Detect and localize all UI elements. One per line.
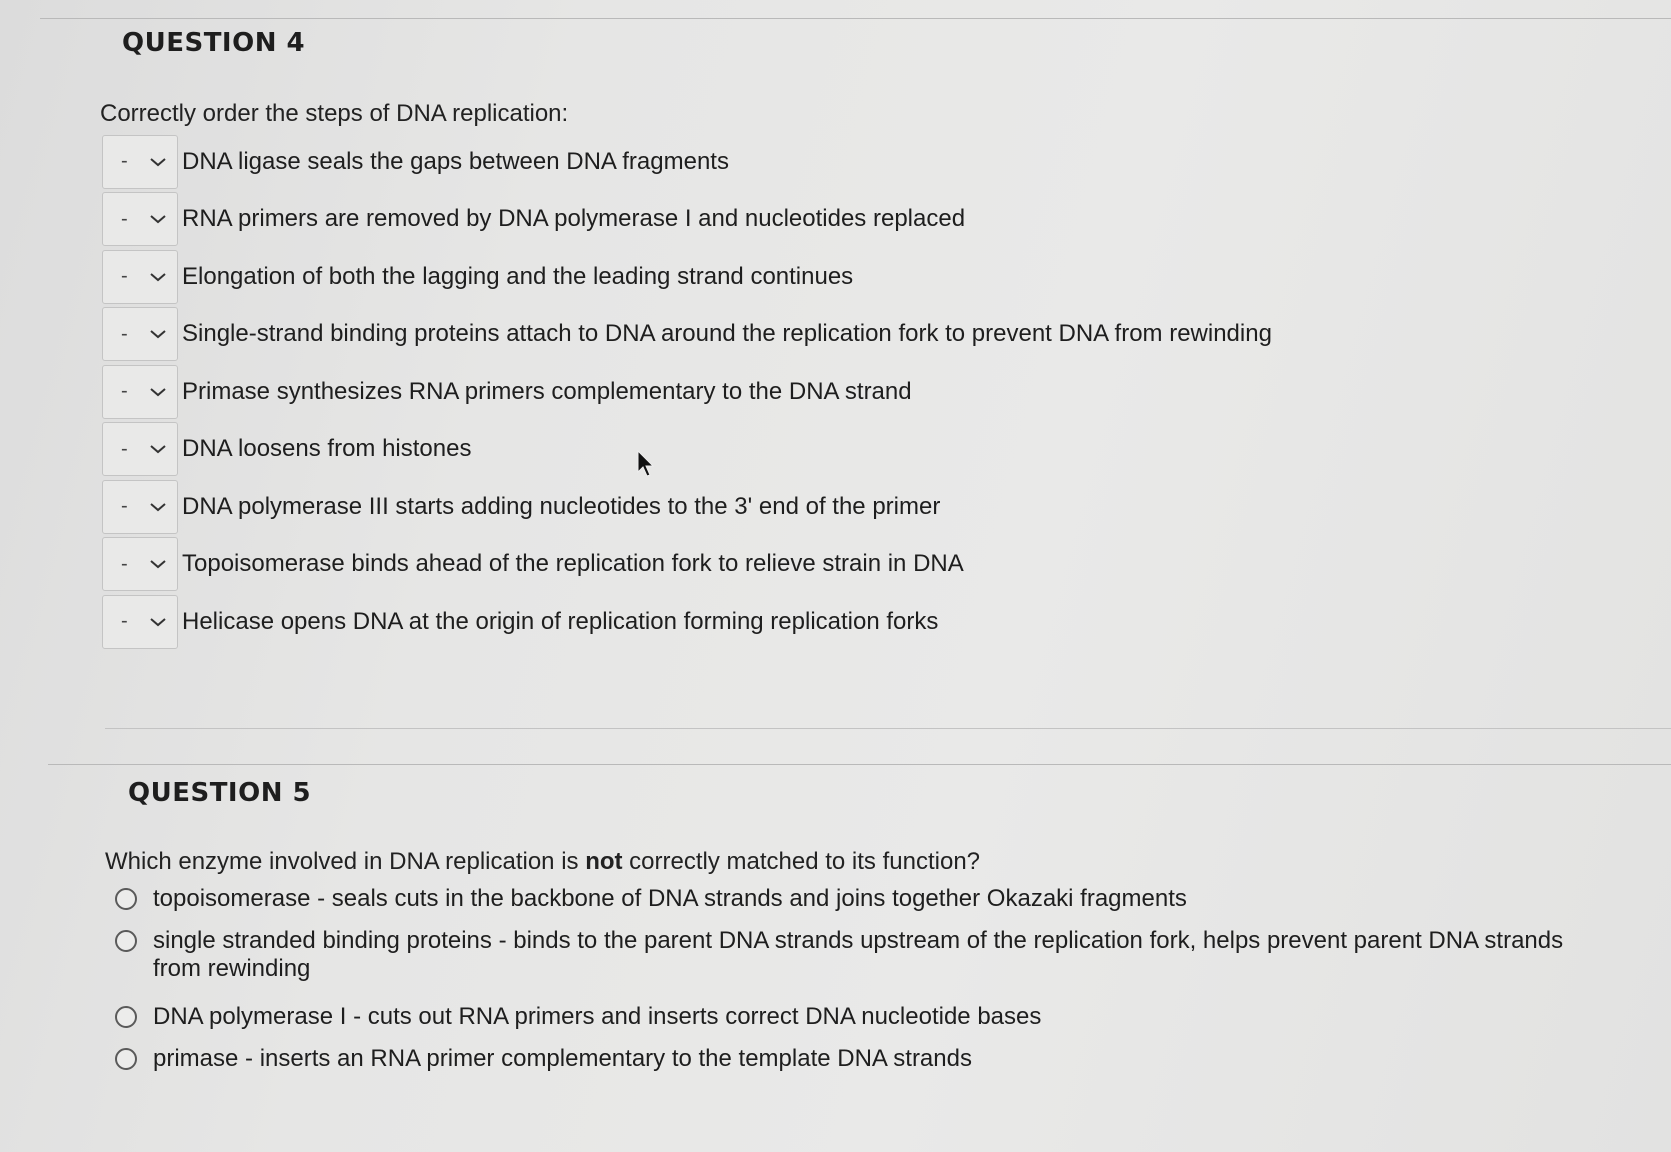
dropdown-value: - (121, 495, 128, 518)
answer-option[interactable] (115, 927, 1615, 983)
answer-option[interactable] (115, 885, 1615, 913)
order-item-label: Elongation of both the lagging and the leading strand continues (182, 262, 854, 290)
radio-button[interactable] (115, 1048, 137, 1070)
chevron-down-icon (149, 558, 167, 570)
answer-option-label: DNA polymerase I - cuts out RNA primers and inserts correct DNA nucleotide bases (153, 1003, 1042, 1030)
order-item-label: DNA polymerase III starts adding nucleotides to the 3' end of the primer (182, 492, 941, 520)
radio-button[interactable] (115, 930, 137, 952)
dropdown-value: - (121, 610, 128, 633)
answer-option[interactable] (115, 1045, 1615, 1073)
order-item (102, 191, 1552, 249)
order-item-label: Primase synthesizes RNA primers complementary to the DNA strand (182, 377, 912, 405)
order-item-label: Topoisomerase binds ahead of the replication fork to relieve strain in DNA (182, 550, 964, 578)
chevron-down-icon (149, 616, 167, 628)
order-item (102, 306, 1552, 364)
radio-button[interactable] (115, 1006, 137, 1028)
chevron-down-icon (149, 156, 167, 168)
order-item (102, 536, 1552, 594)
dropdown-value: - (121, 552, 128, 575)
order-dropdown[interactable] (102, 135, 178, 189)
order-dropdown[interactable] (102, 250, 178, 304)
ordering-list (102, 133, 1552, 651)
order-item (102, 593, 1552, 651)
question-4-heading: QUESTION 4 (122, 28, 306, 58)
order-item-label: RNA primers are removed by DNA polymerase I and nucleotides replaced (182, 205, 966, 233)
question-5-heading: QUESTION 5 (128, 778, 312, 808)
question-4-bottom-divider (105, 728, 1671, 729)
order-dropdown[interactable] (102, 307, 178, 361)
question-5-prompt-end: correctly matched to its function? (622, 848, 981, 875)
question-5-prompt (105, 848, 980, 876)
chevron-down-icon (149, 328, 167, 340)
order-dropdown[interactable] (102, 595, 178, 649)
question-4-prompt: Correctly order the steps of DNA replication: (100, 100, 569, 127)
top-divider (40, 18, 1671, 19)
question-5-prompt-emphasis: not (585, 848, 623, 875)
order-item (102, 248, 1552, 306)
order-item (102, 133, 1552, 191)
answer-option-label: single stranded binding proteins - binds to the parent DNA strands upstream of the replication fork, helps prevent parent DNA strands from rewinding (153, 927, 1564, 982)
order-dropdown[interactable] (102, 480, 178, 534)
order-item (102, 421, 1552, 479)
chevron-down-icon (149, 386, 167, 398)
order-dropdown[interactable] (102, 537, 178, 591)
chevron-down-icon (149, 271, 167, 283)
order-item-label: DNA ligase seals the gaps between DNA fragments (182, 147, 729, 175)
dropdown-value: - (121, 322, 128, 345)
answer-option-label: primase - inserts an RNA primer complementary to the template DNA strands (153, 1045, 972, 1072)
question-5-top-divider (48, 764, 1671, 765)
chevron-down-icon (149, 443, 167, 455)
answer-option-label: topoisomerase - seals cuts in the backbone of DNA strands and joins together Okazaki fragments (153, 885, 1187, 912)
mouse-cursor-icon (636, 450, 656, 478)
chevron-down-icon (149, 213, 167, 225)
dropdown-value: - (121, 380, 128, 403)
order-dropdown[interactable] (102, 422, 178, 476)
order-dropdown[interactable] (102, 365, 178, 419)
dropdown-value: - (121, 437, 128, 460)
dropdown-value: - (121, 207, 128, 230)
dropdown-value: - (121, 265, 128, 288)
answer-option[interactable] (115, 1003, 1615, 1031)
radio-button[interactable] (115, 888, 137, 910)
answer-options (115, 885, 1615, 1087)
order-item-label: DNA loosens from histones (182, 435, 472, 463)
order-item (102, 478, 1552, 536)
order-dropdown[interactable] (102, 192, 178, 246)
question-5-prompt-start: Which enzyme involved in DNA replication is (105, 848, 586, 875)
order-item-label: Single-strand binding proteins attach to DNA around the replication fork to prevent DNA from rewinding (182, 320, 1272, 348)
chevron-down-icon (149, 501, 167, 513)
dropdown-value: - (121, 150, 128, 173)
order-item-label: Helicase opens DNA at the origin of replication forming replication forks (182, 607, 939, 635)
order-item (102, 363, 1552, 421)
